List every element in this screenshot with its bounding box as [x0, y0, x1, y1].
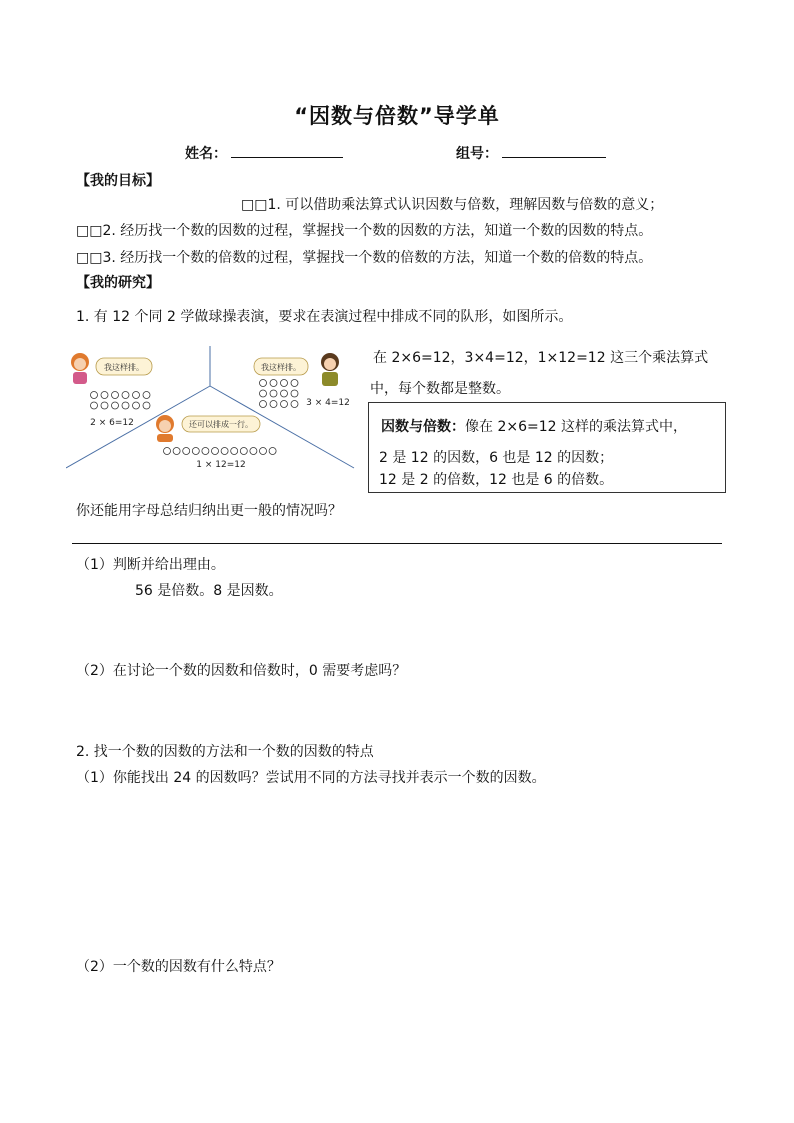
- bubble-right-text: 我这样排。: [261, 363, 301, 372]
- formation-circle: [122, 392, 129, 399]
- girl-illustration: [71, 353, 89, 384]
- research-heading: 【我的研究】: [76, 275, 160, 291]
- circle-rows-left: [91, 392, 151, 410]
- sub-question-1: （1）判断并给出理由。: [76, 557, 225, 573]
- formation-circle: [192, 448, 199, 455]
- formation-circle: [202, 448, 209, 455]
- formation-circle: [221, 448, 228, 455]
- formation-circle: [281, 390, 288, 397]
- formation-circle: [231, 448, 238, 455]
- formation-circle: [143, 402, 150, 409]
- sub-question-2: （2）在讨论一个数的因数和倍数时，0 需要考虑吗？: [76, 663, 407, 679]
- definition-line3: 12 是 2 的倍数，12 也是 6 的倍数。: [379, 472, 614, 488]
- goal-item-1: □□1. 可以借助乘法算式认识因数与倍数，理解因数与倍数的意义；: [241, 197, 664, 213]
- formation-circle: [240, 448, 247, 455]
- formation-circle: [281, 380, 288, 387]
- goals-heading: 【我的目标】: [76, 173, 160, 189]
- bubble-bottom-text: 还可以排成一行。: [189, 420, 253, 429]
- formation-circle: [112, 402, 119, 409]
- formation-circle: [260, 390, 267, 397]
- definition-text: 像在 2×6=12 这样的乘法算式中，: [465, 419, 687, 435]
- circle-row-bottom: [164, 448, 277, 455]
- formation-circle: [101, 392, 108, 399]
- generalize-question: 你还能用字母总结归纳出更一般的情况吗？: [76, 503, 342, 519]
- side-text-line1: 在 2×6=12，3×4=12，1×12=12 这三个乘法算式: [373, 350, 709, 366]
- formation-circle: [270, 380, 277, 387]
- formation-circle: [212, 448, 219, 455]
- formation-circle: [122, 402, 129, 409]
- eq-left: 2 × 6=12: [90, 418, 134, 428]
- name-label: 姓名：: [185, 146, 227, 162]
- formation-circle: [270, 401, 277, 408]
- formation-circle: [101, 402, 108, 409]
- formation-circle: [173, 448, 180, 455]
- formation-circle: [183, 448, 190, 455]
- question-2-sub2: （2）一个数的因数有什么特点？: [76, 959, 281, 975]
- formation-circle: [250, 448, 257, 455]
- formation-circle: [269, 448, 276, 455]
- question-1-intro: 1. 有 12 个同 2 学做球操表演，要求在表演过程中排成不同的队形，如图所示。: [76, 309, 573, 325]
- page-title: “因数与倍数”导学单: [294, 104, 500, 128]
- boy-right-illustration: [321, 353, 339, 386]
- goal-item-3: □□3. 经历找一个数的倍数的过程，掌握找一个数的倍数的方法，知道一个数的倍数的特点。: [76, 250, 653, 266]
- group-label: 组号：: [456, 146, 498, 162]
- definition-label: 因数与倍数：: [381, 419, 465, 435]
- bubble-left-text: 我这样排。: [104, 363, 144, 372]
- circle-rows-right: [260, 380, 299, 408]
- name-field[interactable]: [185, 143, 343, 163]
- boy-bottom-illustration: [156, 415, 174, 442]
- definition-line2: 2 是 12 的因数，6 也是 12 的因数；: [379, 450, 614, 466]
- formation-circle: [291, 401, 298, 408]
- side-text-line2: 中，每个数都是整数。: [370, 381, 510, 397]
- formation-circle: [281, 401, 288, 408]
- formation-circle: [260, 401, 267, 408]
- group-field[interactable]: [456, 143, 606, 163]
- formation-figure: [66, 346, 358, 474]
- name-blank[interactable]: [231, 143, 343, 158]
- formation-circle: [270, 390, 277, 397]
- goal-item-2: □□2. 经历找一个数的因数的过程，掌握找一个数的因数的方法，知道一个数的因数的特点。: [76, 223, 653, 239]
- formation-circle: [260, 380, 267, 387]
- formation-circle: [291, 380, 298, 387]
- answer-line[interactable]: [72, 543, 722, 544]
- eq-bottom: 1 × 12=12: [196, 460, 246, 470]
- formation-circle: [164, 448, 171, 455]
- formation-circle: [143, 392, 150, 399]
- definition-line1: [381, 416, 687, 436]
- question-2-title: 2. 找一个数的因数的方法和一个数的因数的特点: [76, 744, 374, 760]
- formation-circle: [112, 392, 119, 399]
- question-2-sub1: （1）你能找出 24 的因数吗？尝试用不同的方法寻找并表示一个数的因数。: [76, 770, 546, 786]
- formation-circle: [133, 402, 140, 409]
- formation-circle: [291, 390, 298, 397]
- group-blank[interactable]: [502, 143, 606, 158]
- formation-circle: [133, 392, 140, 399]
- formation-circle: [91, 402, 98, 409]
- formation-circle: [260, 448, 267, 455]
- definition-box: [368, 402, 726, 493]
- eq-right: 3 × 4=12: [306, 398, 350, 408]
- sub-question-1-statement: 56 是倍数。8 是因数。: [135, 583, 283, 599]
- formation-circle: [91, 392, 98, 399]
